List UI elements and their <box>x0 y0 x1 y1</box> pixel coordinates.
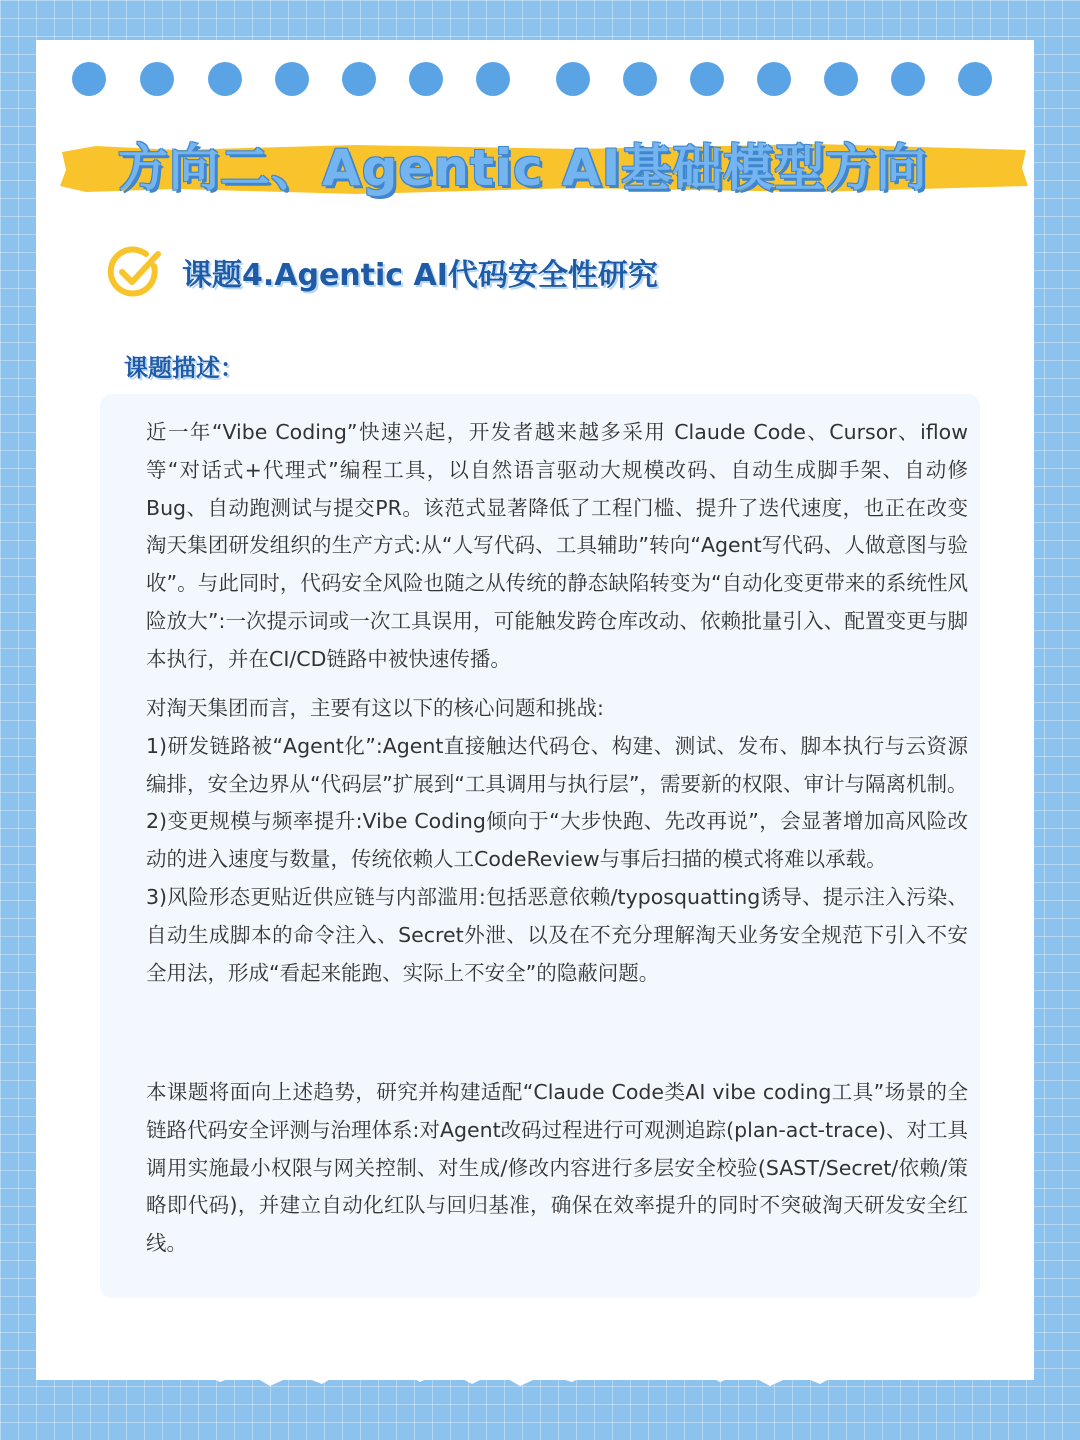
binder-hole <box>72 62 106 96</box>
description-label: 课题描述： <box>124 354 244 382</box>
binder-holes <box>72 62 1012 98</box>
description-paragraph-1: 近一年“Vibe Coding”快速兴起，开发者越来越多采用 Claude Code、Cursor、iflow 等“对话式+代理式”编程工具，以自然语言驱动大规模改码、自动生成脚手架、自动修Bug、自动跑测试与提交PR。该范式显著降低了工程门槛、提升了迭代速度，也正在改变淘天集团研发组织的生产方式:从“人写代码、工具辅助”转向“Agent写代码、人做意图与验收”。与此同时，代码安全风险也随之从传统的静态缺陷转变为“自动化变更带来的系统性风险放大”:一次提示词或一次工具误用，可能触发跨仓库改动、依赖批量引入、配置变更与脚本执行，并在CI/CD链路中被快速传播。 <box>146 420 968 671</box>
description-paragraph-2: 对淘天集团而言，主要有这以下的核心问题和挑战: 1)研发链路被“Agent化”:Agent直接触达代码仓、构建、测试、发布、脚本执行与云资源编排，安全边界从“代码层”扩展到“工具调用与执行层”，需要新的权限、审计与隔离机制。 2)变更规模与频率提升:Vibe Coding倾向于“大步快跑、先改再说”，会显著增加高风险改动的进入速度与数量，传统依赖人工CodeReview与事后扫描的模式将难以承载。 3)风险形态更贴近供应链与内部滥用:包括恶意依赖/typosquatting诱导、提示注入污染、自动生成脚本的命令注入、Secret外泄、以及在不充分理解淘天业务安全规范下引入不安全用法，形成“看起来能跑、实际上不安全”的隐蔽问题。 <box>146 696 968 985</box>
binder-hole <box>140 62 174 96</box>
binder-hole <box>208 62 242 96</box>
torn-paper-edge <box>0 1330 1080 1440</box>
binder-hole <box>275 62 309 96</box>
binder-hole <box>342 62 376 96</box>
binder-hole <box>891 62 925 96</box>
binder-hole <box>409 62 443 96</box>
check-circle-icon <box>106 244 162 300</box>
binder-hole <box>958 62 992 96</box>
description-paragraph-3: 本课题将面向上述趋势，研究并构建适配“Claude Code类AI vibe coding工具”场景的全链路代码安全评测与治理体系:对Agent改码过程进行可观测追踪(plan-act-trace)、对工具调用实施最小权限与网关控制、对生成/修改内容进行多层安全校验(SAST/Secret/依赖/策略即代码)，并建立自动化红队与回归基准，确保在效率提升的同时不突破淘天研发安全红线。 <box>146 1080 968 1256</box>
title-banner <box>56 128 1032 196</box>
binder-hole <box>690 62 724 96</box>
binder-hole <box>623 62 657 96</box>
topic-heading-row <box>106 242 966 302</box>
binder-hole <box>757 62 791 96</box>
binder-hole <box>556 62 590 96</box>
binder-hole <box>824 62 858 96</box>
page-title: 方向二、Agentic AI基础模型方向 <box>118 139 928 197</box>
binder-hole <box>476 62 510 96</box>
topic-title: 课题4.Agentic AI代码安全性研究 <box>182 258 658 293</box>
